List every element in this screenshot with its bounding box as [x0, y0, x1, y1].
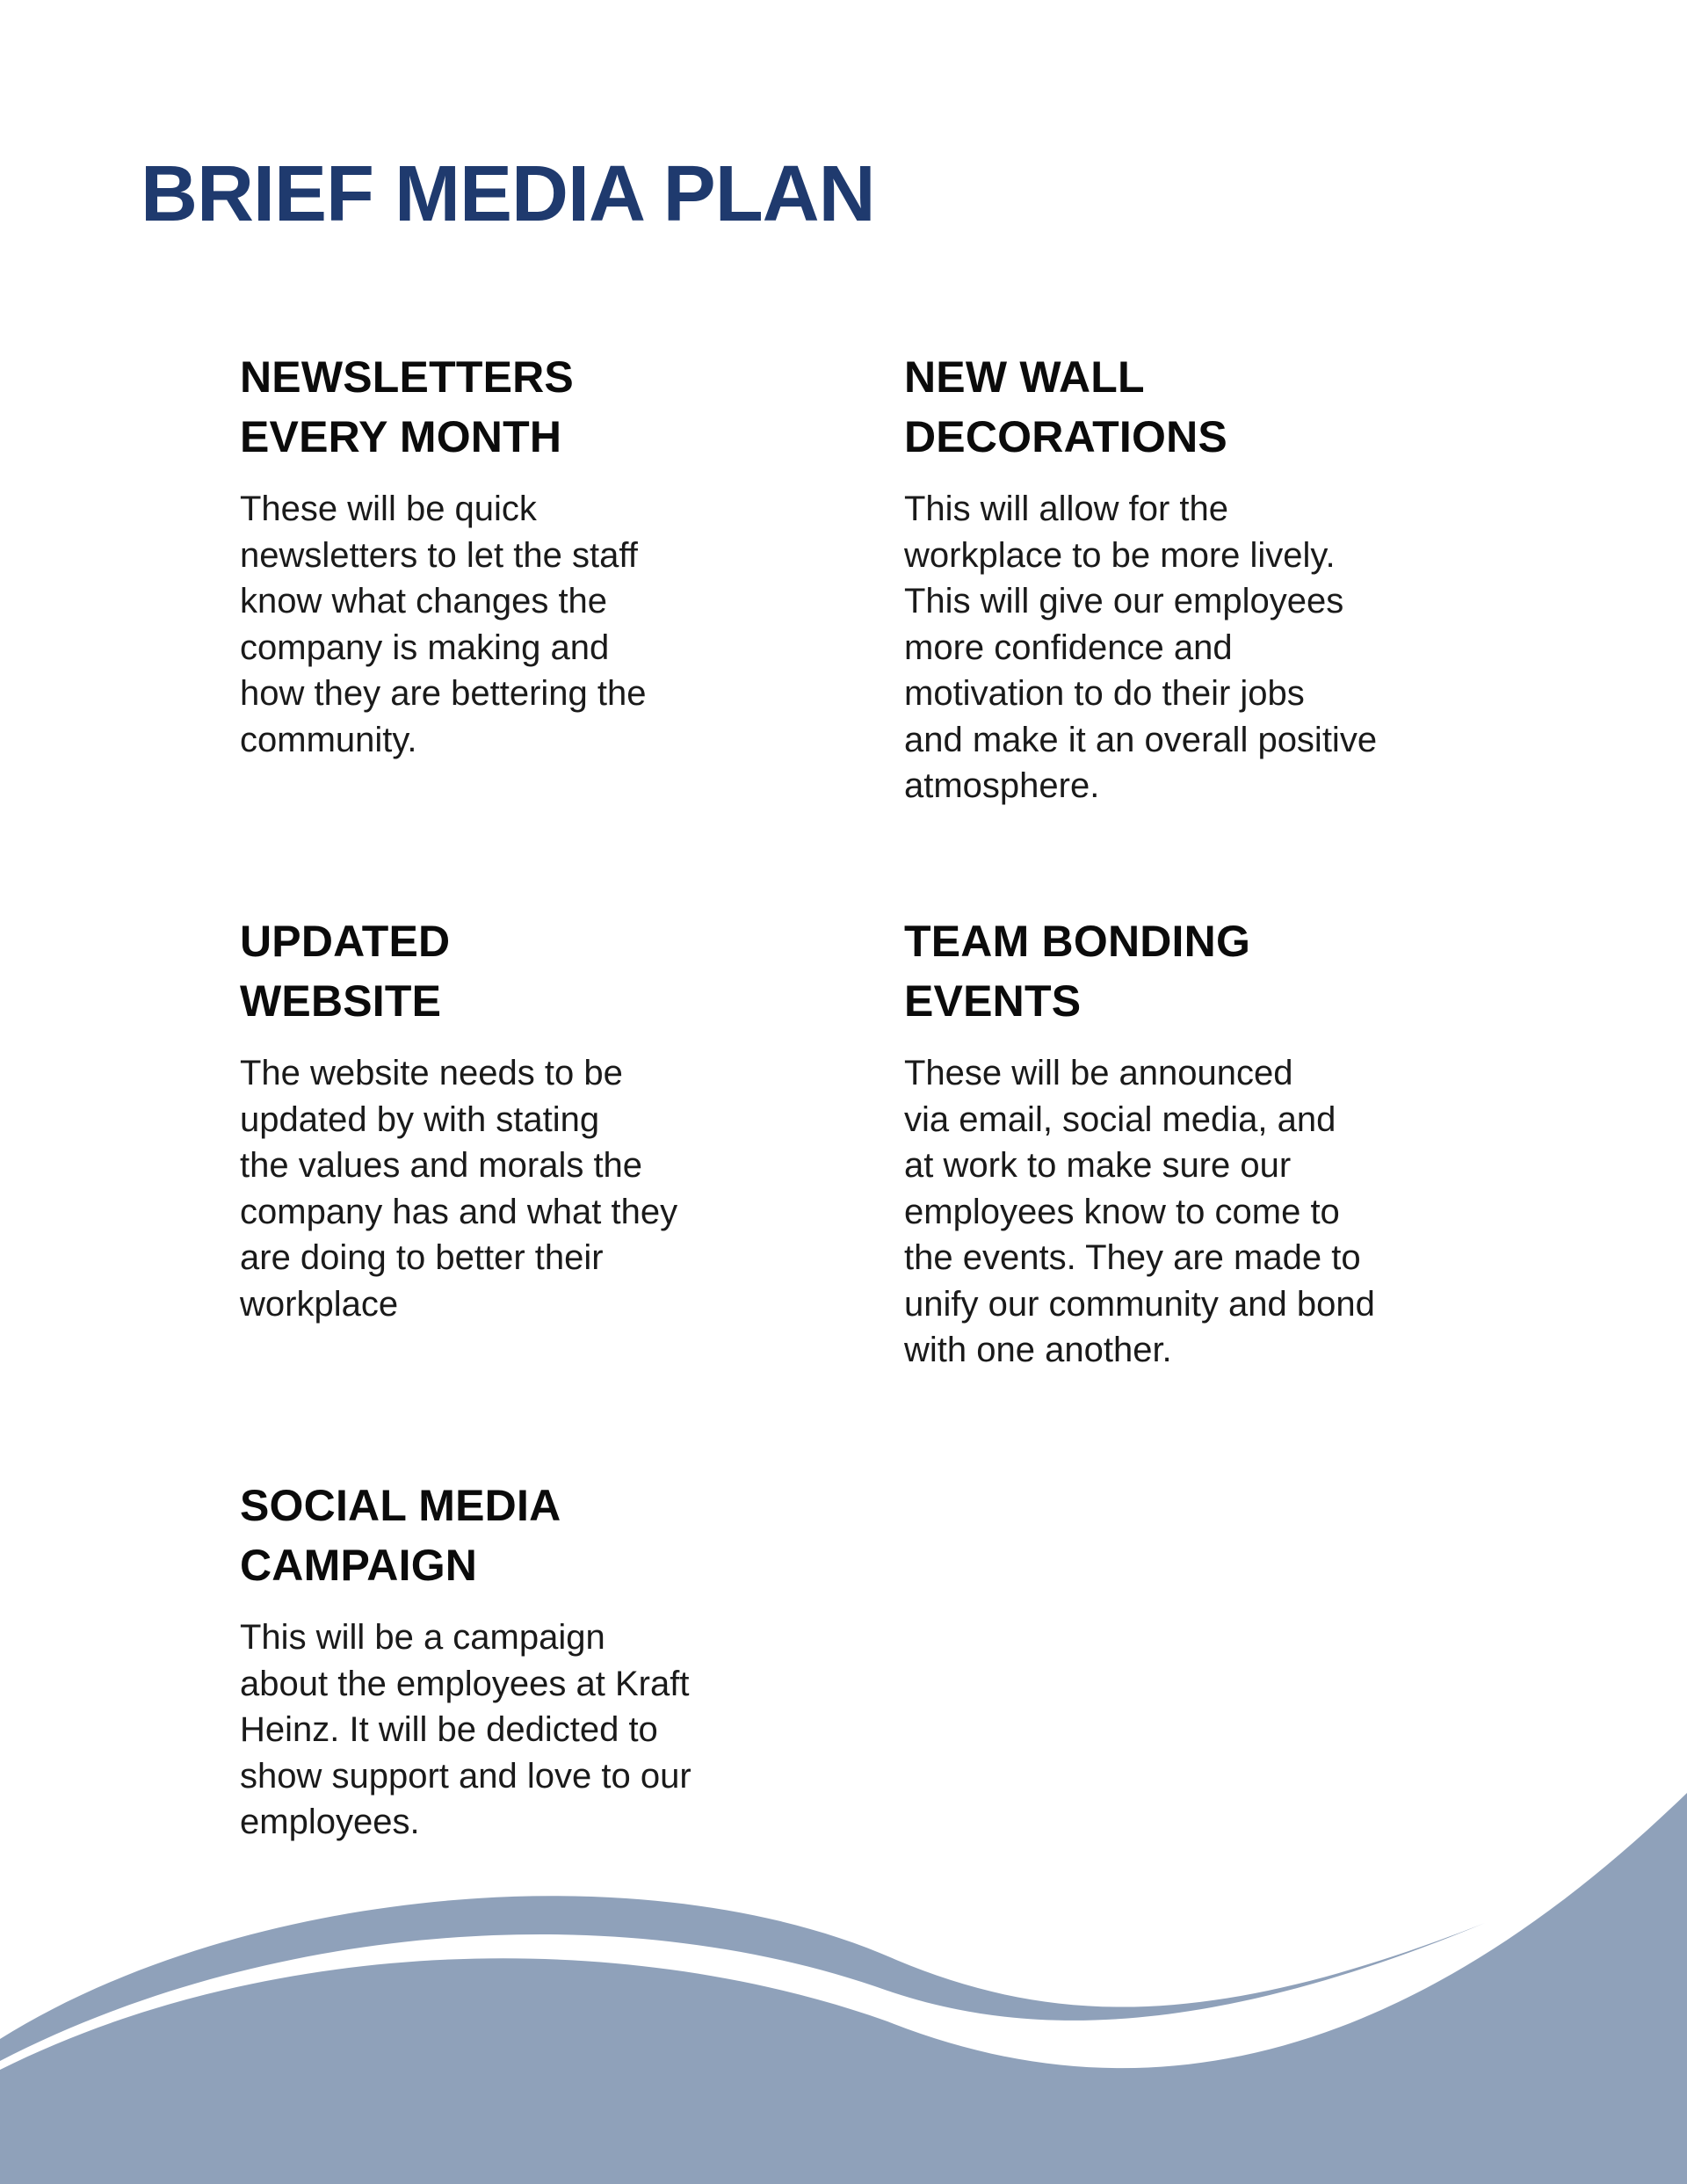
- body-line: show support and love to our: [240, 1756, 691, 1796]
- section-body: [904, 486, 1449, 809]
- section-heading-line: DECORATIONS: [904, 412, 1227, 461]
- body-line: updated by with stating: [240, 1099, 600, 1139]
- body-line: newsletters to let the staff: [240, 535, 638, 575]
- section-body: [240, 486, 785, 763]
- body-line: These will be announced: [904, 1054, 1293, 1092]
- body-line: unify our community and bond: [904, 1284, 1375, 1324]
- body-line: motivation to do their jobs: [904, 674, 1305, 713]
- body-line: at work to make sure our: [904, 1146, 1292, 1185]
- decorative-wave: [0, 1758, 1687, 2184]
- section-heading: [904, 347, 1449, 467]
- body-line: about the employees at Kraft: [240, 1664, 690, 1703]
- wave-lower-band: [0, 1793, 1687, 2184]
- body-line: workplace: [240, 1284, 399, 1324]
- section-heading-line: EVENTS: [904, 976, 1082, 1026]
- section-updated-website: [240, 911, 785, 1327]
- body-line: with one another.: [904, 1331, 1172, 1369]
- body-line: This will give our employees: [904, 582, 1344, 620]
- section-heading-line: SOCIAL MEDIA: [240, 1481, 561, 1530]
- body-line: employees.: [240, 1803, 420, 1841]
- body-line: The website needs to be: [240, 1054, 623, 1092]
- section-heading-line: EVERY MONTH: [240, 412, 562, 461]
- section-heading-line: UPDATED: [240, 917, 451, 966]
- body-line: community.: [240, 720, 417, 759]
- section-body: [904, 1050, 1449, 1374]
- body-line: how they are bettering the: [240, 674, 647, 713]
- section-heading: [240, 1476, 785, 1595]
- section-heading: [240, 911, 785, 1031]
- section-heading-line: TEAM BONDING: [904, 917, 1251, 966]
- page-title: BRIEF MEDIA PLAN: [141, 150, 875, 238]
- section-heading-line: WEBSITE: [240, 976, 442, 1026]
- section-heading-line: NEWSLETTERS: [240, 352, 574, 402]
- body-line: know what changes the: [240, 582, 608, 620]
- section-heading: [240, 347, 785, 467]
- body-line: the values and morals the: [240, 1146, 643, 1185]
- body-line: company has and what they: [240, 1192, 678, 1231]
- section-heading-line: CAMPAIGN: [240, 1541, 478, 1590]
- body-line: and make it an overall positive: [904, 720, 1378, 759]
- body-line: This will allow for the: [904, 490, 1229, 528]
- body-line: via email, social media, and: [904, 1099, 1336, 1139]
- body-line: workplace to be more lively.: [904, 535, 1336, 575]
- section-body: [240, 1050, 785, 1327]
- body-line: the events. They are made to: [904, 1238, 1361, 1277]
- section-heading-line: NEW WALL: [904, 352, 1145, 402]
- section-wall-decorations: [904, 347, 1449, 809]
- body-line: These will be quick: [240, 490, 537, 528]
- body-line: This will be a campaign: [240, 1618, 605, 1657]
- section-heading: [904, 911, 1449, 1031]
- section-newsletters: [240, 347, 785, 763]
- body-line: atmosphere.: [904, 766, 1100, 805]
- section-team-bonding: [904, 911, 1449, 1374]
- body-line: more confidence and: [904, 628, 1233, 667]
- body-line: Heinz. It will be dedicted to: [240, 1710, 658, 1749]
- body-line: are doing to better their: [240, 1238, 604, 1277]
- body-line: company is making and: [240, 628, 610, 667]
- body-line: employees know to come to: [904, 1192, 1340, 1231]
